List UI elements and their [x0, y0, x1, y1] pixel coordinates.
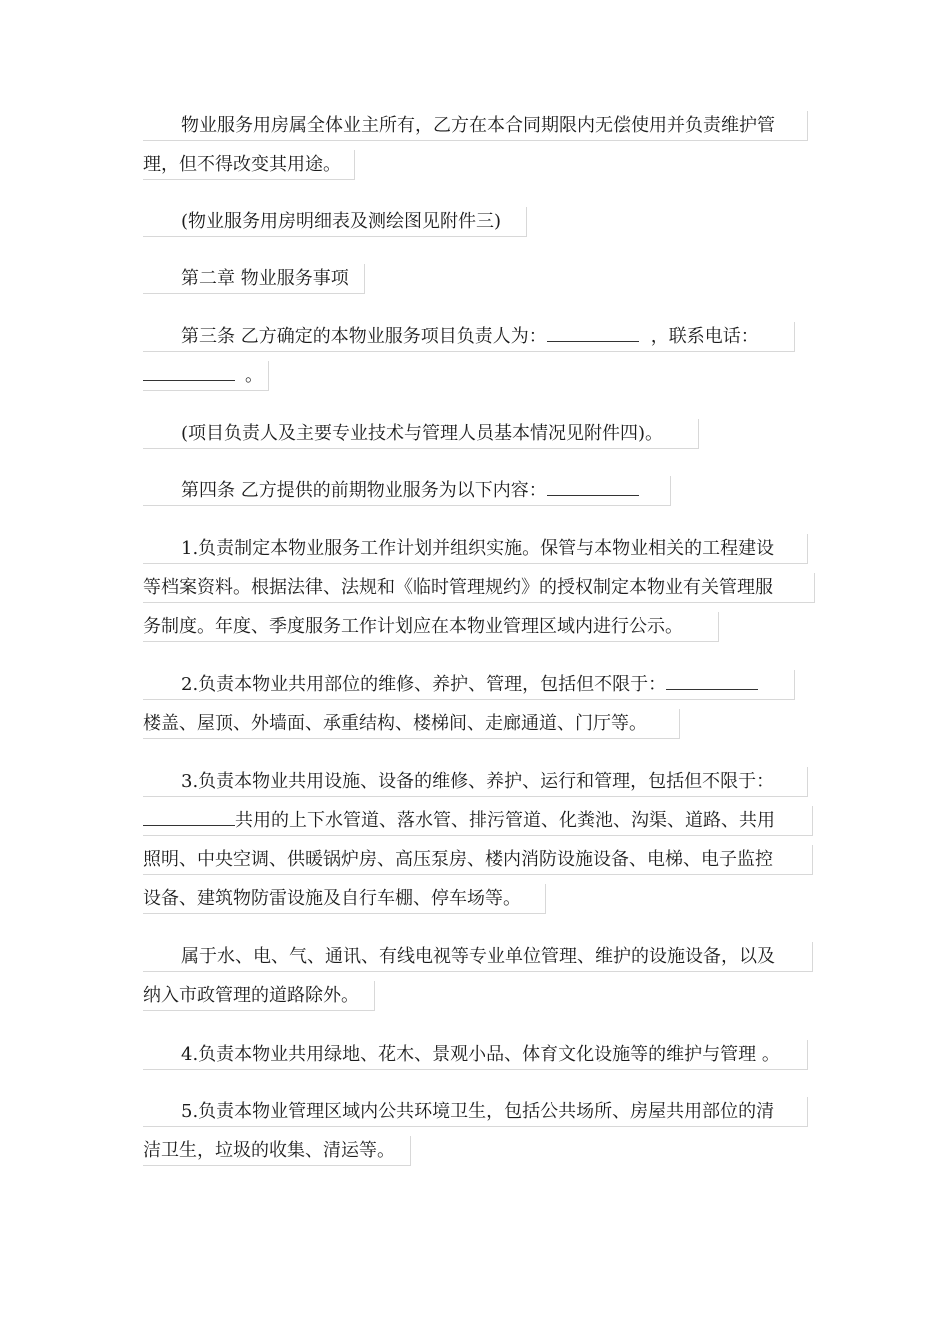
- text: 楼盖、屋顶、外墙面、承重结构、楼梯间、走廊通道、门厅等。: [143, 713, 647, 734]
- paragraph-line: [143, 767, 808, 797]
- paragraph-line: [143, 419, 699, 449]
- paragraph-line: [143, 361, 269, 391]
- text: 洁卫生，垃圾的收集、清运等。: [143, 1140, 395, 1161]
- text: 务制度。年度、季度服务工作计划应在本物业管理区域内进行公示。: [143, 616, 683, 637]
- paragraph-line: [143, 150, 355, 180]
- text: 。: [245, 365, 263, 386]
- text: 2.负责本物业共用部位的维修、养护、管理，包括但不限于：: [181, 674, 667, 695]
- text: 4.负责本物业共用绿地、花木、景观小品、体育文化设施等的维护与管理 。: [181, 1044, 780, 1065]
- text: (物业服务用房明细表及测绘图见附件三): [181, 211, 502, 232]
- paragraph-line: [143, 476, 671, 506]
- paragraph-line: [143, 534, 808, 564]
- paragraph-line: [143, 207, 527, 237]
- paragraph-line: [143, 1097, 808, 1127]
- text: 理，但不得改变其用途。: [143, 154, 341, 175]
- paragraph-line: [143, 573, 815, 603]
- paragraph-line: [143, 1040, 808, 1070]
- text: ，联系电话：: [650, 326, 759, 347]
- fill-in-blank: [666, 671, 758, 690]
- text: 设备、建筑物防雷设施及自行车棚、停车场等。: [143, 888, 521, 909]
- text: 第三条 乙方确定的本物业服务项目负责人为：: [181, 326, 547, 347]
- text: 共用的上下水管道、落水管、排污管道、化粪池、沟渠、道路、共用: [235, 810, 775, 831]
- fill-in-blank: [547, 323, 639, 342]
- text: 属于水、电、气、通讯、有线电视等专业单位管理、维护的设施设备，以及: [181, 946, 775, 967]
- text: 3.负责本物业共用设施、设备的维修、养护、运行和管理，包括但不限于：: [181, 771, 775, 792]
- text: 1.负责制定本物业服务工作计划并组织实施。保管与本物业相关的工程建设: [181, 538, 775, 559]
- text: 等档案资料。根据法律、法规和《临时管理规约》的授权制定本物业有关管理服: [143, 577, 773, 598]
- paragraph-line: [143, 942, 813, 972]
- paragraph-line: [143, 806, 813, 836]
- text: 照明、中央空调、供暖锅炉房、高压泵房、楼内消防设施设备、电梯、电子监控: [143, 849, 773, 870]
- text: 第四条 乙方提供的前期物业服务为以下内容：: [181, 480, 547, 501]
- paragraph-line: [143, 670, 795, 700]
- fill-in-blank: [143, 807, 235, 826]
- text: 第二章 物业服务事项: [181, 268, 349, 289]
- paragraph-line: [143, 1136, 411, 1166]
- text: (项目负责人及主要专业技术与管理人员基本情况见附件四)。: [181, 423, 664, 444]
- fill-in-blank: [547, 477, 639, 496]
- text: 纳入市政管理的道路除外。: [143, 985, 359, 1006]
- paragraph-line: [143, 709, 680, 739]
- paragraph-line: [143, 111, 808, 141]
- paragraph-line: [143, 845, 813, 875]
- chapter-heading: [143, 264, 365, 294]
- paragraph-line: [143, 612, 719, 642]
- fill-in-blank: [143, 362, 235, 381]
- text: 物业服务用房属全体业主所有，乙方在本合同期限内无偿使用并负责维护管: [181, 115, 775, 136]
- paragraph-line: [143, 322, 795, 352]
- paragraph-line: [143, 981, 375, 1011]
- text: 5.负责本物业管理区域内公共环境卫生，包括公共场所、房屋共用部位的清: [181, 1101, 775, 1122]
- paragraph-line: [143, 884, 546, 914]
